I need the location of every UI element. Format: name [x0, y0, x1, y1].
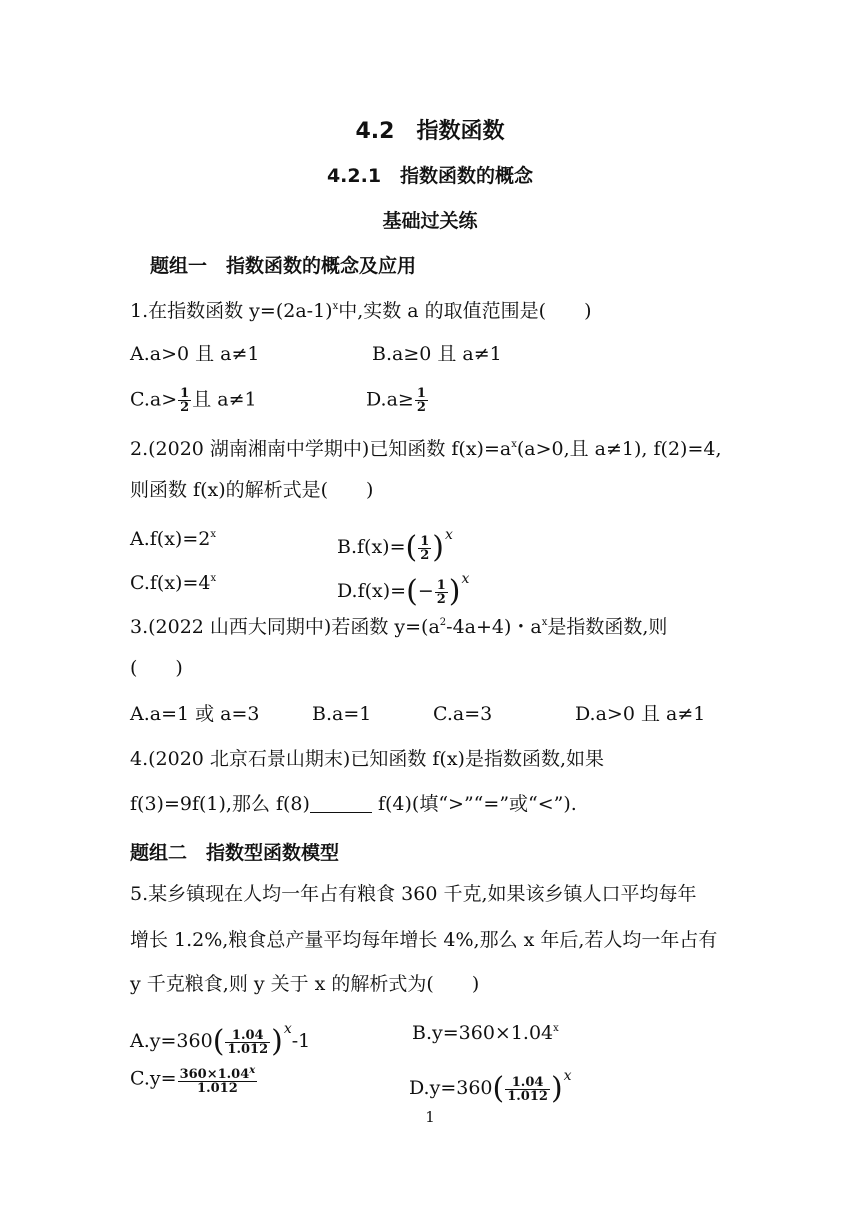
question-2-option-b: B.f(x)=( $\frac{1}{2}$ )$^x$ — [337, 527, 453, 565]
question-2-option-c: $C.f(x)=4^x$ — [130, 572, 217, 594]
level-title: 基础过关练 — [382, 210, 478, 232]
question-2-option-a: $A.f(x)=2^x$ — [130, 528, 216, 550]
question-2-option-d: D.f(x)=(− $\frac{1}{2}$ )$^x$ — [337, 571, 470, 609]
question-2-stem-line-2: 则函数 f(x)的解析式是( ) — [130, 479, 374, 501]
question-5-stem-line-3: y 千克粮食,则 y 关于 x 的解析式为( ) — [130, 973, 480, 995]
question-1-option-a: A.a>0 且 a≠1 — [130, 343, 260, 365]
group-heading-1: 题组一 指数函数的概念及应用 — [150, 255, 417, 277]
question-3-stem-line-2: ( ) — [130, 657, 183, 679]
question-1-stem: 1.在指数函数 $y=(2a-1)^x$中,实数 a 的取值范围是( ) — [130, 300, 592, 322]
question-1-option-c: C.a> $\frac{1}{2}$ 且 a≠1 — [130, 386, 257, 415]
question-4-stem-line-2: f(3)=9f(1),那么 f(8) f(4)(填“>”“=”或“<”). — [130, 793, 577, 815]
question-3-option-d: D.a>0 且 a≠1 — [575, 703, 706, 725]
fraction: $\frac{1}{2}$ — [436, 577, 446, 607]
question-5-option-b: $B.y=360\times 1.04^x$ — [412, 1022, 559, 1044]
question-5-option-c: C.y= $\frac{360\times 1.04^x}{1.012}$ — [130, 1065, 256, 1096]
subsection-title: 4.2.1 指数函数的概念 — [326, 165, 534, 187]
fraction: $\frac{1}{2}$ — [420, 533, 430, 563]
fraction: $\frac{1}{2}$ — [180, 386, 190, 415]
question-5-stem-line-1: 5.某乡镇现在人均一年占有粮食 360 千克,如果该乡镇人口平均每年 — [130, 883, 697, 905]
question-5-option-d: D.y=360( $\frac{1.04}{1.012}$ )$^x$ — [409, 1068, 572, 1106]
question-1-option-b: B.a≥0 且 a≠1 — [372, 343, 502, 365]
page-number: 1 — [425, 1108, 435, 1126]
question-3-option-a: A.a=1 或 a=3 — [130, 703, 260, 725]
question-1-option-d: D.a≥ $\frac{1}{2}$ — [366, 386, 426, 415]
fraction: $\frac{1.04}{1.012}$ — [507, 1074, 548, 1104]
question-3-stem-line-1: 3.(2022 山西大同期中)若函数 $y=(a^2-4a+4)$・$a^x$是指数函数,则 — [130, 616, 668, 638]
section-title: 4.2 指数函数 — [355, 119, 505, 144]
group-heading-2: 题组二 指数型函数模型 — [130, 842, 340, 864]
question-3-option-b: B.a=1 — [312, 703, 372, 725]
question-3-option-c: C.a=3 — [433, 703, 493, 725]
answer-blank[interactable] — [310, 794, 372, 813]
question-5-option-a: A.y=360( $\frac{1.04}{1.012}$ )$^x$-1 — [130, 1021, 311, 1059]
fraction: $\frac{1.04}{1.012}$ — [227, 1027, 269, 1057]
fraction: $\frac{1}{2}$ — [416, 386, 426, 415]
question-5-stem-line-2: 增长 1.2%,粮食总产量平均每年增长 4%,那么 x 年后,若人均一年占有 — [130, 929, 718, 951]
question-2-stem-line-1: 2.(2020 湖南湘南中学期中)已知函数 $f(x)=a^x(a>0$,且 a≠1), f(2)=4, — [130, 438, 722, 460]
fraction: $\frac{360\times 1.04^x}{1.012}$ — [179, 1065, 256, 1096]
question-4-stem-line-1: 4.(2020 北京石景山期末)已知函数 f(x)是指数函数,如果 — [130, 748, 604, 770]
